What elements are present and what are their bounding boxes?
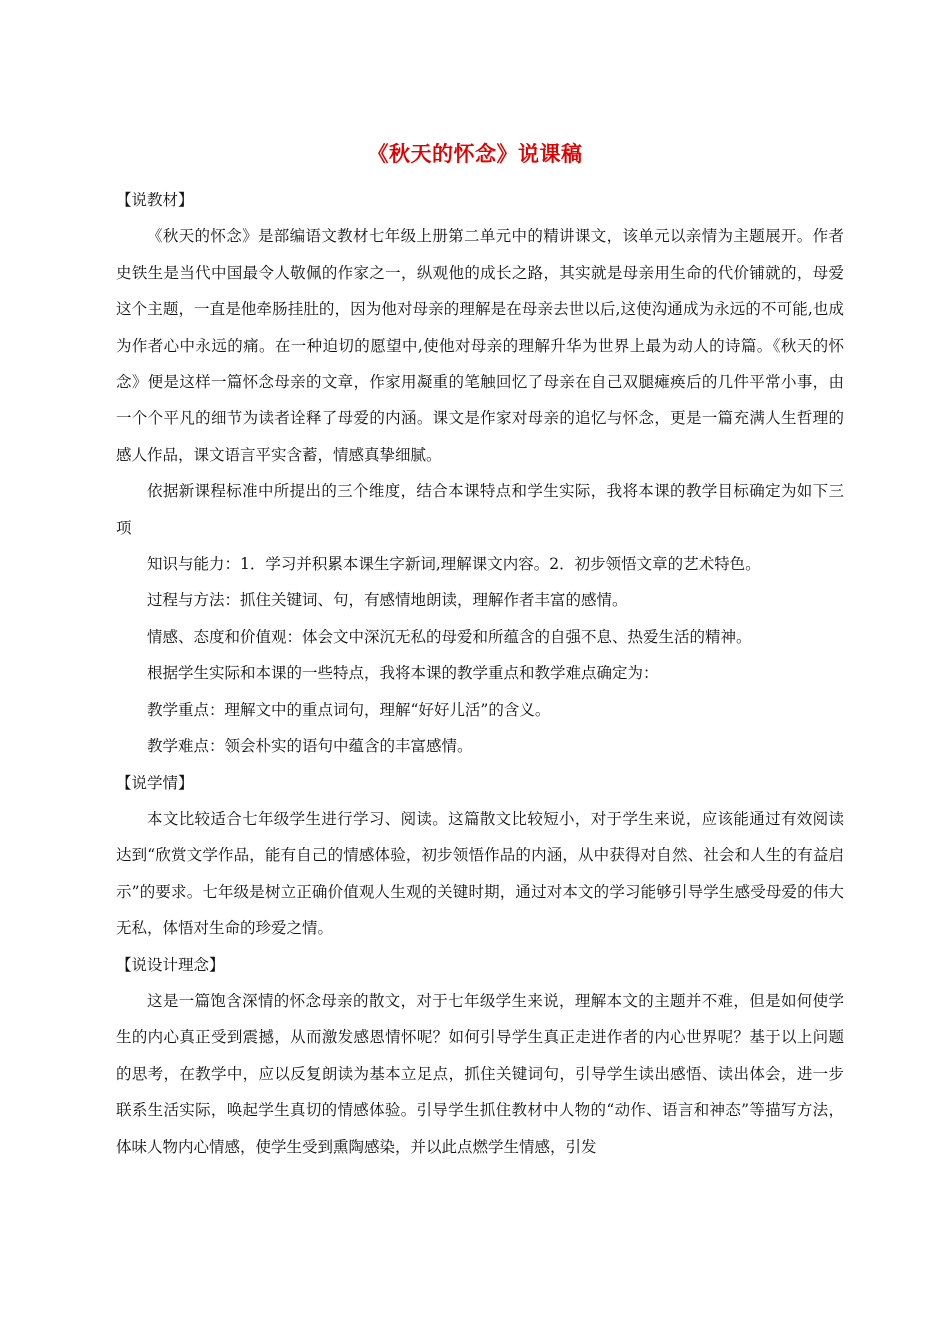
focus-intro: 根据学生实际和本课的一些特点，我将本课的教学重点和教学难点确定为： [147, 664, 659, 683]
section-heading: 【说设计理念】 [116, 955, 225, 974]
document-body [116, 182, 844, 1165]
section-students [116, 765, 844, 947]
section-heading: 【说教材】 [116, 191, 194, 209]
objective-emotion: 情感、态度和价值观：体会文中深沉无私的母爱和所蕴含的自强不息、热爱生活的精神。 [147, 627, 752, 646]
objective-knowledge: 知识与能力：1．学习并积累本课生字新词,理解课文内容。2．初步领悟文章的艺术特色。 [147, 555, 761, 574]
objective-process: 过程与方法：抓住关键词、句，有感情地朗读，理解作者丰富的感情。 [147, 591, 628, 610]
section-heading: 【说学情】 [116, 773, 194, 792]
document-title: 《秋天的怀念》说课稿 [367, 142, 583, 166]
teaching-focus: 教学重点：理解文中的重点词句，理解“好好儿活”的含义。 [147, 700, 551, 719]
paragraph: 依据新课程标准中所提出的三个维度，结合本课特点和学生实际，我将本课的教学目标确定为如下三项 [116, 482, 844, 537]
section-textbook [116, 182, 844, 765]
teaching-difficulty: 教学难点：领会朴实的语句中蕴含的丰富感情。 [147, 737, 473, 756]
section-design [116, 947, 844, 1165]
paragraph: 《秋天的怀念》是部编语文教材七年级上册第二单元中的精讲课文，该单元以亲情为主题展开。作者史铁生是当代中国最令人敬佩的作家之一，纵观他的成长之路，其实就是母亲用生命的代价铺就的，母爱这个主题，一直是他牵肠挂肚的，因为他对母亲的理解是在母亲去世以后,这使沟通成为永远的不可能,也成为作者心中永远的痛。在一种迫切的愿望中,使他对母亲的理解升华为世界上最为动人的诗篇。《秋天的怀念》便是这样一篇怀念母亲的文章，作家用凝重的笔触回忆了母亲在自己双腿瘫痪后的几件平常小事，由一个个平凡的细节为读者诠释了母爱的内涵。课文是作家对母亲的追忆与怀念，更是一篇充满人生哲理的感人作品，课文语言平实含蓄，情感真挚细腻。 [116, 227, 844, 464]
paragraph: 本文比较适合七年级学生进行学习、阅读。这篇散文比较短小，对于学生来说，应该能通过有效阅读达到“欣赏文学作品，能有自己的情感体验，初步领悟作品的内涵，从中获得对自然、社会和人生的有益启示”的要求。七年级是树立正确价值观人生观的关键时期，通过对本文的学习能够引导学生感受母爱的伟大无私，体悟对生命的珍爱之情。 [116, 809, 844, 938]
paragraph: 这是一篇饱含深情的怀念母亲的散文，对于七年级学生来说，理解本文的主题并不难，但是如何使学生的内心真正受到震撼，从而激发感恩情怀呢？如何引导学生真正走进作者的内心世界呢？基于以上问题的思考，在教学中，应以反复朗读为基本立足点，抓住关键词句，引导学生读出感悟、读出体会，进一步联系生活实际，唤起学生真切的情感体验。引导学生抓住教材中人物的“动作、语言和神态”等描写方法，体味人物内心情感，使学生受到熏陶感染，并以此点燃学生情感，引发 [116, 991, 844, 1156]
